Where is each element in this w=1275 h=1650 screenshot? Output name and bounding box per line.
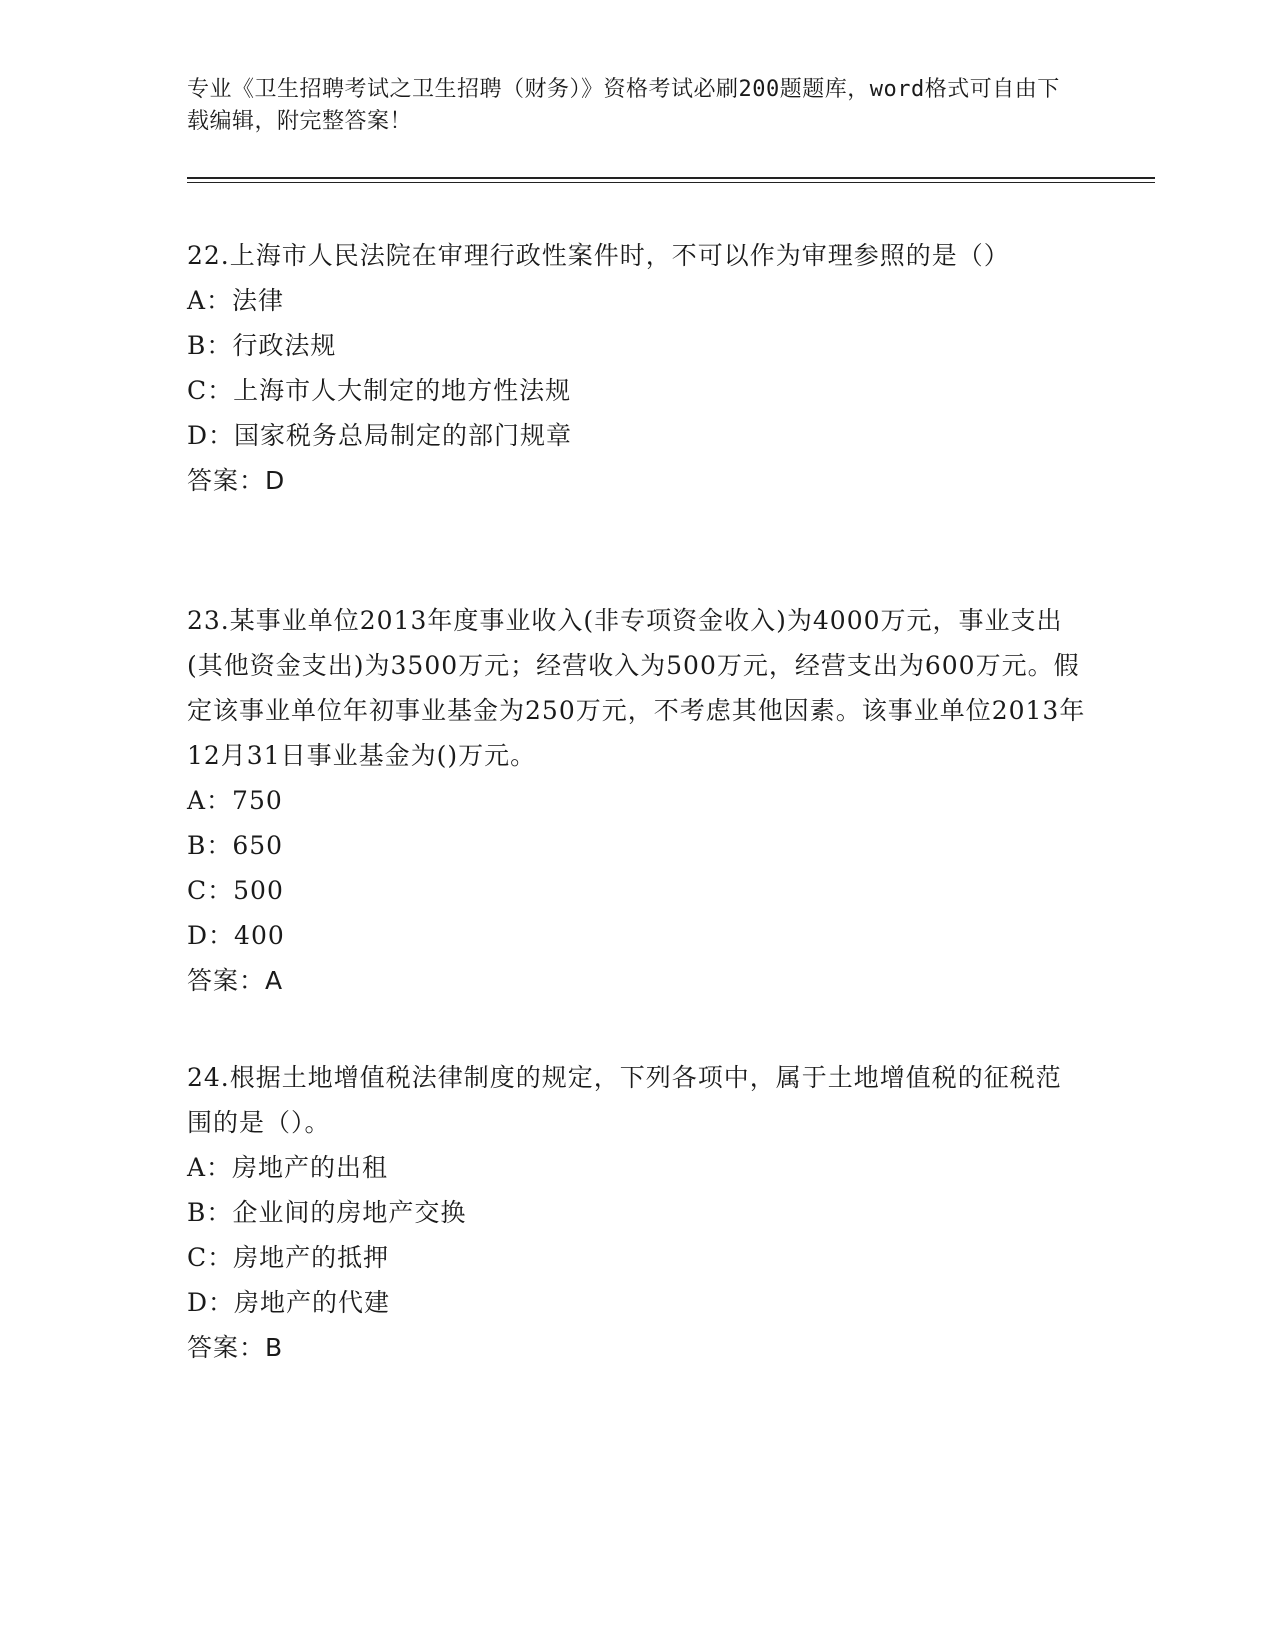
- question-stem: 22.上海市人民法院在审理行政性案件时，不可以作为审理参照的是（）: [187, 241, 1010, 270]
- option-a: A：法律: [187, 286, 285, 315]
- header-divider: [187, 177, 1155, 183]
- option-d: D：房地产的代建: [187, 1288, 391, 1317]
- question-22: [187, 233, 1087, 503]
- question-24: [187, 1055, 1087, 1370]
- question-stem: 23.某事业单位2013年度事业收入(非专项资金收入)为4000万元，事业支出(其他资金支出)为3500万元；经营收入为500万元，经营支出为600万元。假定该事业单位年初事业基金为250万元，不考虑其他因素。该事业单位2013年12月31日事业基金为()万元。: [187, 606, 1086, 770]
- option-a: A：房地产的出租: [187, 1153, 389, 1182]
- option-c: C：上海市人大制定的地方性法规: [187, 376, 572, 405]
- option-d: D：国家税务总局制定的部门规章: [187, 421, 573, 450]
- question-23: [187, 598, 1087, 1003]
- answer-line: 答案：D: [187, 466, 286, 495]
- option-d: D：400: [187, 921, 285, 950]
- answer-line: 答案：B: [187, 1333, 284, 1362]
- option-c: C：房地产的抵押: [187, 1243, 390, 1272]
- option-b: B：行政法规: [187, 331, 337, 360]
- option-b: B：650: [187, 831, 284, 860]
- option-b: B：企业间的房地产交换: [187, 1198, 467, 1227]
- answer-line: 答案：A: [187, 966, 284, 995]
- document-header-text: 专业《卫生招聘考试之卫生招聘（财务）》资格考试必刷200题题库，word格式可自由下载编辑，附完整答案！: [187, 77, 1060, 134]
- option-c: C：500: [187, 876, 284, 905]
- question-stem: 24.根据土地增值税法律制度的规定，下列各项中，属于土地增值税的征税范围的是（）。: [187, 1063, 1062, 1137]
- option-a: A：750: [187, 786, 283, 815]
